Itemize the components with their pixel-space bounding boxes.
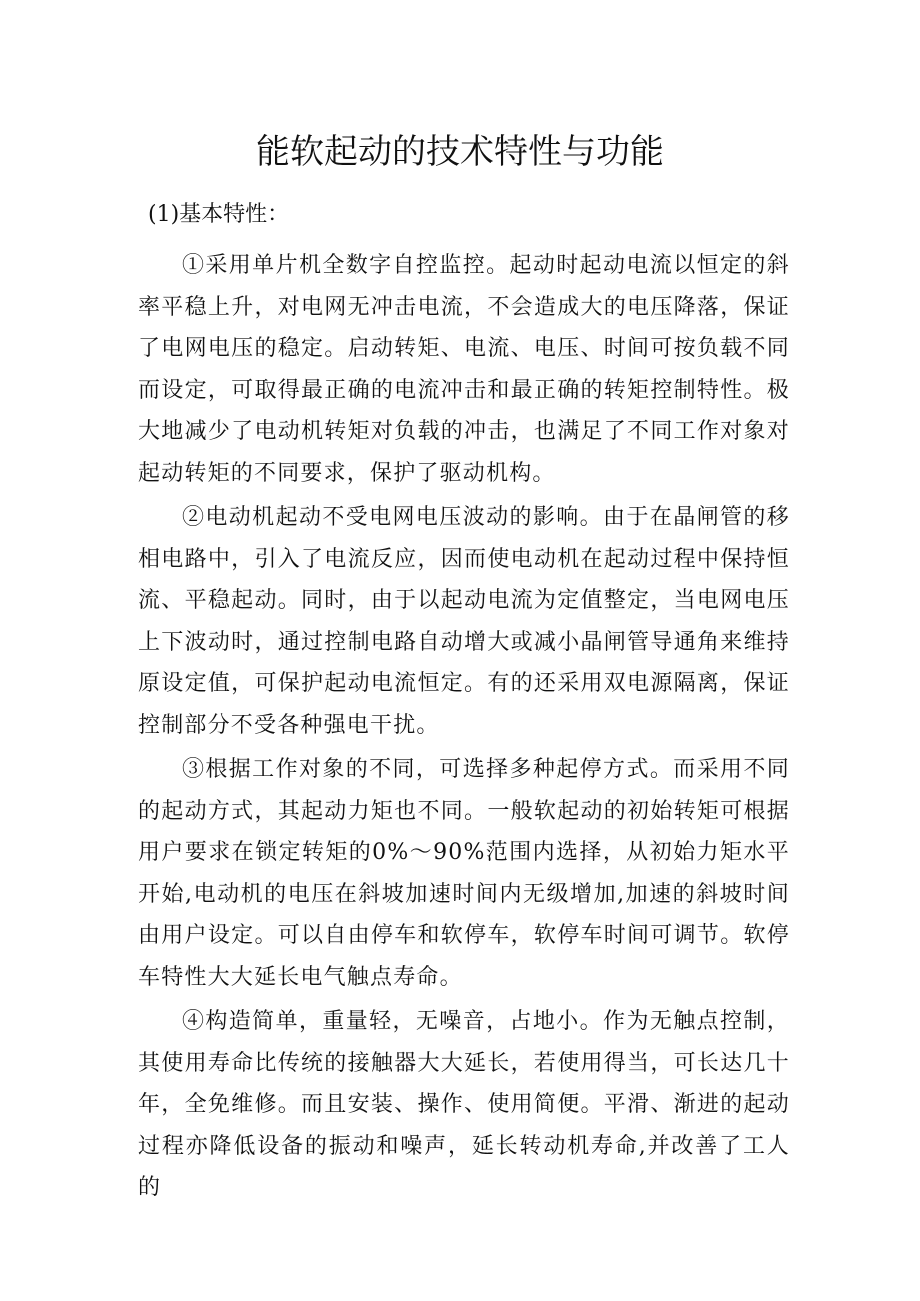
paragraph-4: ④构造简单，重量轻，无噪音，占地小。作为无触点控制，其使用寿命比传统的接触器大大延长，若使用得当，可长达几十年，全免维修。而且安装、操作、使用简便。平滑、渐进的起动过程亦降低设备的振动和噪声，延长转动机寿命,并改善了工人的 xyxy=(138,1009,790,1201)
paragraph-2: ②电动机起动不受电网电压波动的影响。由于在晶闸管的移相电路中，引入了电流反应，因而使电动机在起动过程中保持恒流、平稳起动。同时，由于以起动电流为定值整定，当电网电压上下波动时，通过控制电路自动增大或减小晶闸管导通角来维持原设定值，可保护起动电流恒定。有的还采用双电源隔离，保证控制部分不受各种强电干扰。 xyxy=(138,505,790,738)
paragraph-3: ③根据工作对象的不同，可选择多种起停方式。而采用不同的起动方式，其起动力矩也不同。一般软起动的初始转矩可根据用户要求在锁定转矩的0%～90%范围内选择，从初始力矩水平开始,电动机的电压在斜坡加速时间内无级增加,加速的斜坡时间由用户设定。可以自由停车和软停车，软停车时间可调节。软停车特性大大延长电气触点寿命。 xyxy=(138,757,790,990)
page-title: 能软起动的技术特性与功能 xyxy=(256,132,664,172)
section-heading: (1)基本特性： xyxy=(148,202,290,227)
paragraph-1: ①采用单片机全数字自控监控。起动时起动电流以恒定的斜率平稳上升，对电网无冲击电流，不会造成大的电压降落，保证了电网电压的稳定。启动转矩、电流、电压、时间可按负载不同而设定，可取得最正确的电流冲击和最正确的转矩控制特性。极大地减少了电动机转矩对负载的冲击，也满足了不同工作对象对起动转矩的不同要求，保护了驱动机构。 xyxy=(138,253,790,486)
